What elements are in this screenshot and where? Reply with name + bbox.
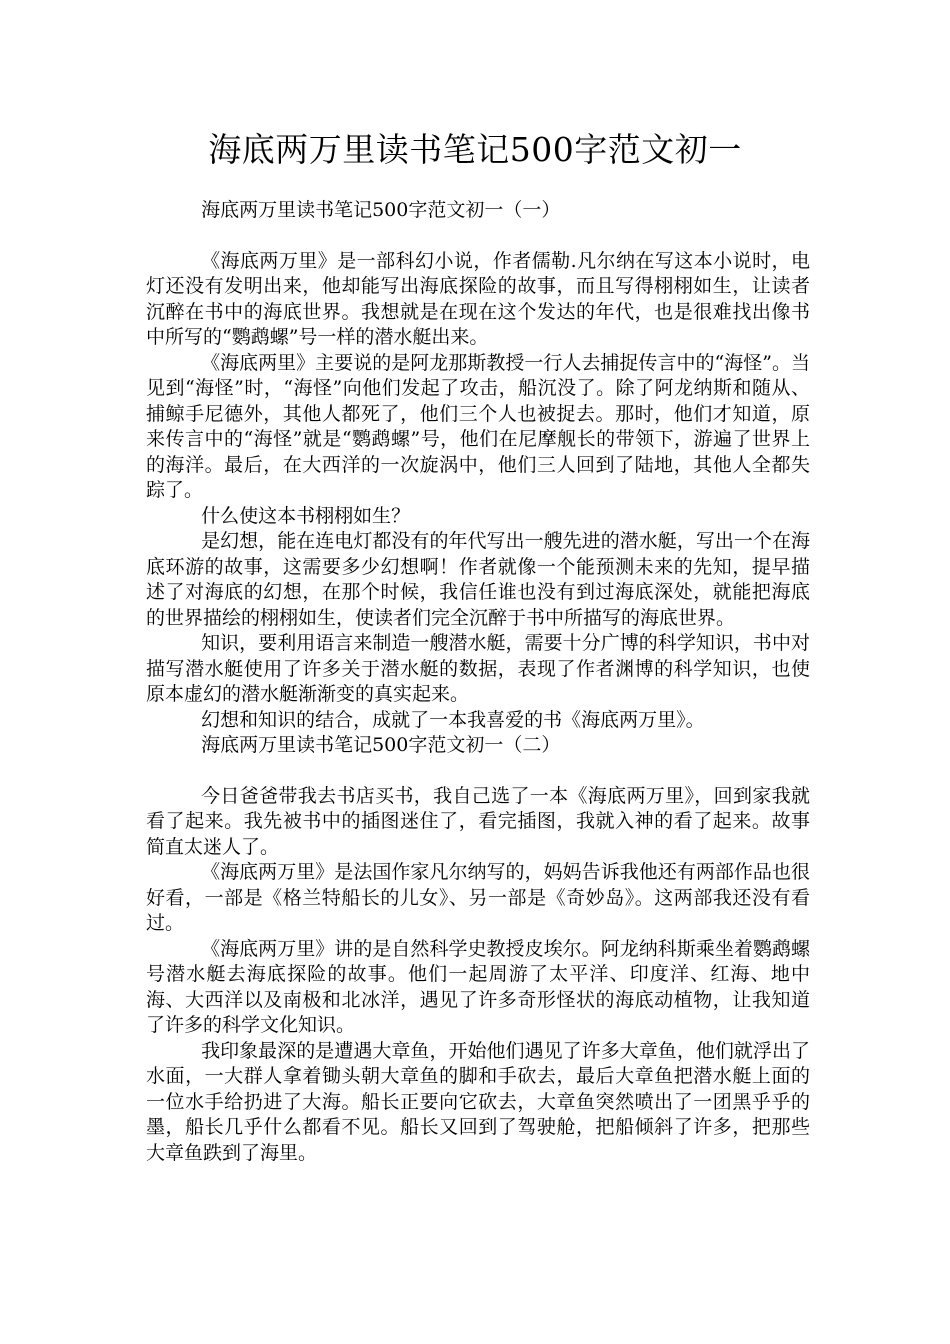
paragraph: 幻想和知识的结合，成就了一本我喜爱的书《海底两万里》。 bbox=[201, 708, 705, 731]
paragraph: 《海底两里》主要说的是阿龙那斯教授一行人去捕捉传言中的“海怪”。当见到“海怪”时，“海怪”向他们发起了攻击，船沉没了。除了阿龙纳斯和随从、捕鲸手尼德外，其他人都死了，他们三个人也被捉去。那时，他们才知道，原来传言中的“海怪”就是“鹦鹉螺”号，他们在尼摩舰长的带领下，游遍了世界上的海洋。最后，在大西洋的一次旋涡中，他们三人回到了陆地，其他人全都失踪了。 bbox=[146, 351, 810, 501]
paragraph: 《海底两万里》是法国作家凡尔纳写的，妈妈告诉我他还有两部作品也很好看，一部是《格兰特船长的儿女》、另一部是《奇妙岛》。这两部我还没有看过。 bbox=[146, 861, 810, 934]
paragraph: 我印象最深的是遭遇大章鱼，开始他们遇见了许多大章鱼，他们就浮出了水面，一大群人拿着锄头朝大章鱼的脚和手砍去，最后大章鱼把潜水艇上面的一位水手给扔进了大海。船长正要向它砍去，大章鱼突然喷出了一团黑乎乎的墨，船长几乎什么都看不见。船长又回到了驾驶舱，把船倾斜了许多，把那些大章鱼跌到了海里。 bbox=[146, 1039, 810, 1164]
paragraph: 今日爸爸带我去书店买书，我自己选了一本《海底两万里》，回到家我就看了起来。我先被书中的插图迷住了，看完插图，我就入神的看了起来。故事简直太迷人了。 bbox=[146, 784, 810, 858]
paragraph: 是幻想，能在连电灯都没有的年代写出一艘先进的潜水艇，写出一个在海底环游的故事，这需要多少幻想啊！作者就像一个能预测未来的先知，提早描述了对海底的幻想，在那个时候，我信任谁也没有到过海底深处，就能把海底的世界描绘的栩栩如生，使读者们完全沉醉于书中所描写的海底世界。 bbox=[146, 530, 810, 629]
paragraph: 什么使这本书栩栩如生？ bbox=[201, 504, 411, 527]
paragraph: 知识，要利用语言来制造一艘潜水艇，需要十分广博的科学知识，书中对描写潜水艇使用了许多关于潜水艇的数据，表现了作者渊博的科学知识，也使原本虚幻的潜水艇渐渐变的真实起来。 bbox=[146, 632, 810, 705]
paragraph: 《海底两万里》是一部科幻小说，作者儒勒.凡尔纳在写这本小说时，电灯还没有发明出来，他却能写出海底探险的故事，而且写得栩栩如生，让读者沉醉在书中的海底世界。我想就是在现在这个发达的年代，也是很难找出像书中所写的“鹦鹉螺”号一样的潜水艇出来。 bbox=[146, 249, 810, 348]
section-heading-1: 海底两万里读书笔记500字范文初一（一） bbox=[201, 199, 561, 221]
document-title: 海底两万里读书笔记500字范文初一 bbox=[208, 130, 742, 169]
paragraph: 《海底两万里》讲的是自然科学史教授皮埃尔。阿龙纳科斯乘坐着鹦鹉螺号潜水艇去海底探险的故事。他们一起周游了太平洋、印度洋、红海、地中海、大西洋以及南极和北冰洋，遇见了许多奇形怪状的海底动植物，让我知道了许多的科学文化知识。 bbox=[146, 937, 810, 1036]
document-body bbox=[146, 198, 810, 1166]
section-heading-2: 海底两万里读书笔记500字范文初一（二） bbox=[201, 734, 561, 756]
